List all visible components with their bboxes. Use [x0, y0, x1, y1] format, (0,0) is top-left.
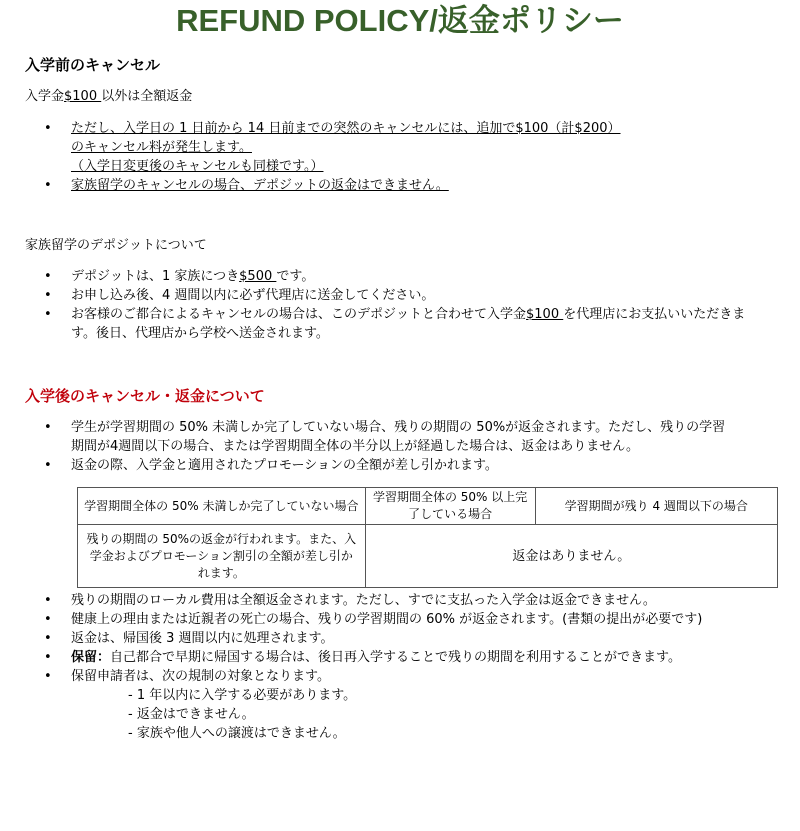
- list-item-text: 健康上の理由または近親者の死亡の場合、残りの学習期間の 60% が返金されます。(書類の提出が必要です): [71, 612, 703, 627]
- list-item-line: 家族留学のキャンセルの場合、デポジットの返金はできません。: [71, 178, 449, 193]
- list-item-text: 残りの期間のローカル費用は全額返金されます。ただし、すでに支払った入学金は返金できません。: [71, 593, 656, 608]
- bullet-icon: •: [44, 631, 52, 646]
- deposit-list: [0, 267, 800, 343]
- deposit-amount: $500: [239, 269, 277, 284]
- intro-prefix: 入学金: [25, 89, 65, 104]
- deposit-prefix: デポジットは、1 家族につき: [71, 269, 240, 284]
- list-item-text: 自己都合で早期に帰国する場合は、後日再入学することで残りの期間を利用することができます。: [110, 650, 681, 665]
- table-header-cell: 学習期間が残り 4 週間以下の場合: [535, 488, 777, 525]
- sub-item: - 家族や他人への譲渡はできません。: [128, 726, 346, 741]
- list-item: [0, 418, 800, 456]
- list-item-line: 学生が学習期間の 50% 未満しか完了していない場合、残りの期間の 50%が返金されます。ただし、残りの学習: [71, 420, 726, 435]
- list-item: [0, 456, 800, 475]
- bullet-icon: •: [44, 650, 52, 665]
- cancel-suffix: を代理店にお支払いいただきま: [563, 307, 746, 322]
- section-heading-before-enrollment: 入学前のキャンセル: [25, 56, 161, 74]
- enrollment-fee-amount: $100: [526, 307, 564, 322]
- list-item-text: 返金の際、入学金と適用されたプロモーションの全額が差し引かれます。: [71, 458, 498, 473]
- intro-suffix: 以外は全額返金: [101, 89, 193, 104]
- list-item-text: 返金は、帰国後 3 週間以内に処理されます。: [71, 631, 334, 646]
- bullet-icon: •: [44, 121, 52, 136]
- page-title: REFUND POLICY/返金ポリシー: [176, 3, 624, 38]
- cancel-line2: す。後日、代理店から学校へ送金されます。: [71, 326, 329, 341]
- table-header-cell: 学習期間全体の 50% 未満しか完了していない場合: [78, 488, 366, 525]
- refund-details-list: [0, 591, 800, 743]
- list-item-line: ただし、入学日の 1 日前から 14 日前までの突然のキャンセルには、追加で$100（計$200）: [71, 121, 621, 136]
- table-header-row: [78, 488, 778, 525]
- list-item-line: 期間が4週間以下の場合、または学習期間全体の半分以上が経過した場合は、返金はありません。: [71, 439, 640, 454]
- table-cell: 残りの期間の 50%の返金が行われます。また、入学金およびプロモーション割引の全額が差し引かれます。: [78, 525, 366, 588]
- enrollment-fee-note: [0, 87, 192, 106]
- deposit-suffix: です。: [276, 269, 315, 284]
- list-item: [0, 591, 800, 610]
- list-item-line: （入学日変更後のキャンセルも同様です。）: [71, 159, 324, 174]
- refund-list: [0, 418, 800, 475]
- bullet-icon: •: [44, 288, 52, 303]
- list-item: [0, 648, 800, 667]
- bullet-icon: •: [44, 669, 52, 684]
- list-item: [0, 305, 800, 343]
- list-item-line: のキャンセル料が発生します。: [71, 140, 252, 155]
- bullet-icon: •: [44, 307, 52, 322]
- bullet-icon: •: [44, 458, 52, 473]
- sub-item: - 返金はできません。: [128, 707, 255, 722]
- list-item: [0, 286, 800, 305]
- list-item: [0, 629, 800, 648]
- hold-label: 保留：: [71, 650, 111, 665]
- list-item: [0, 610, 800, 629]
- list-item: [0, 667, 800, 686]
- list-item: [0, 267, 800, 286]
- table-row: [78, 525, 778, 588]
- enrollment-fee-amount: $100: [64, 89, 102, 104]
- section-heading-after-enrollment: 入学後のキャンセル・返金について: [25, 387, 265, 405]
- cancel-prefix: お客様のご都合によるキャンセルの場合は、このデポジットと合わせて入学金: [71, 307, 527, 322]
- table-cell: 返金はありません。: [365, 525, 777, 588]
- table-header-cell: 学習期間全体の 50% 以上完了している場合: [365, 488, 535, 525]
- bullet-icon: •: [44, 612, 52, 627]
- list-item-text: 保留申請者は、次の規制の対象となります。: [71, 669, 330, 684]
- cancellation-list: [0, 119, 800, 195]
- deposit-heading: 家族留学のデポジットについて: [25, 238, 207, 253]
- bullet-icon: •: [44, 593, 52, 608]
- refund-table: [77, 487, 778, 588]
- bullet-icon: •: [44, 269, 52, 284]
- list-item: [0, 176, 800, 195]
- sub-item: - 1 年以内に入学する必要があります。: [128, 688, 357, 703]
- list-item-text: お申し込み後、4 週間以内に必ず代理店に送金してください。: [71, 288, 435, 303]
- bullet-icon: •: [44, 178, 52, 193]
- bullet-icon: •: [44, 420, 52, 435]
- list-item: [0, 119, 800, 176]
